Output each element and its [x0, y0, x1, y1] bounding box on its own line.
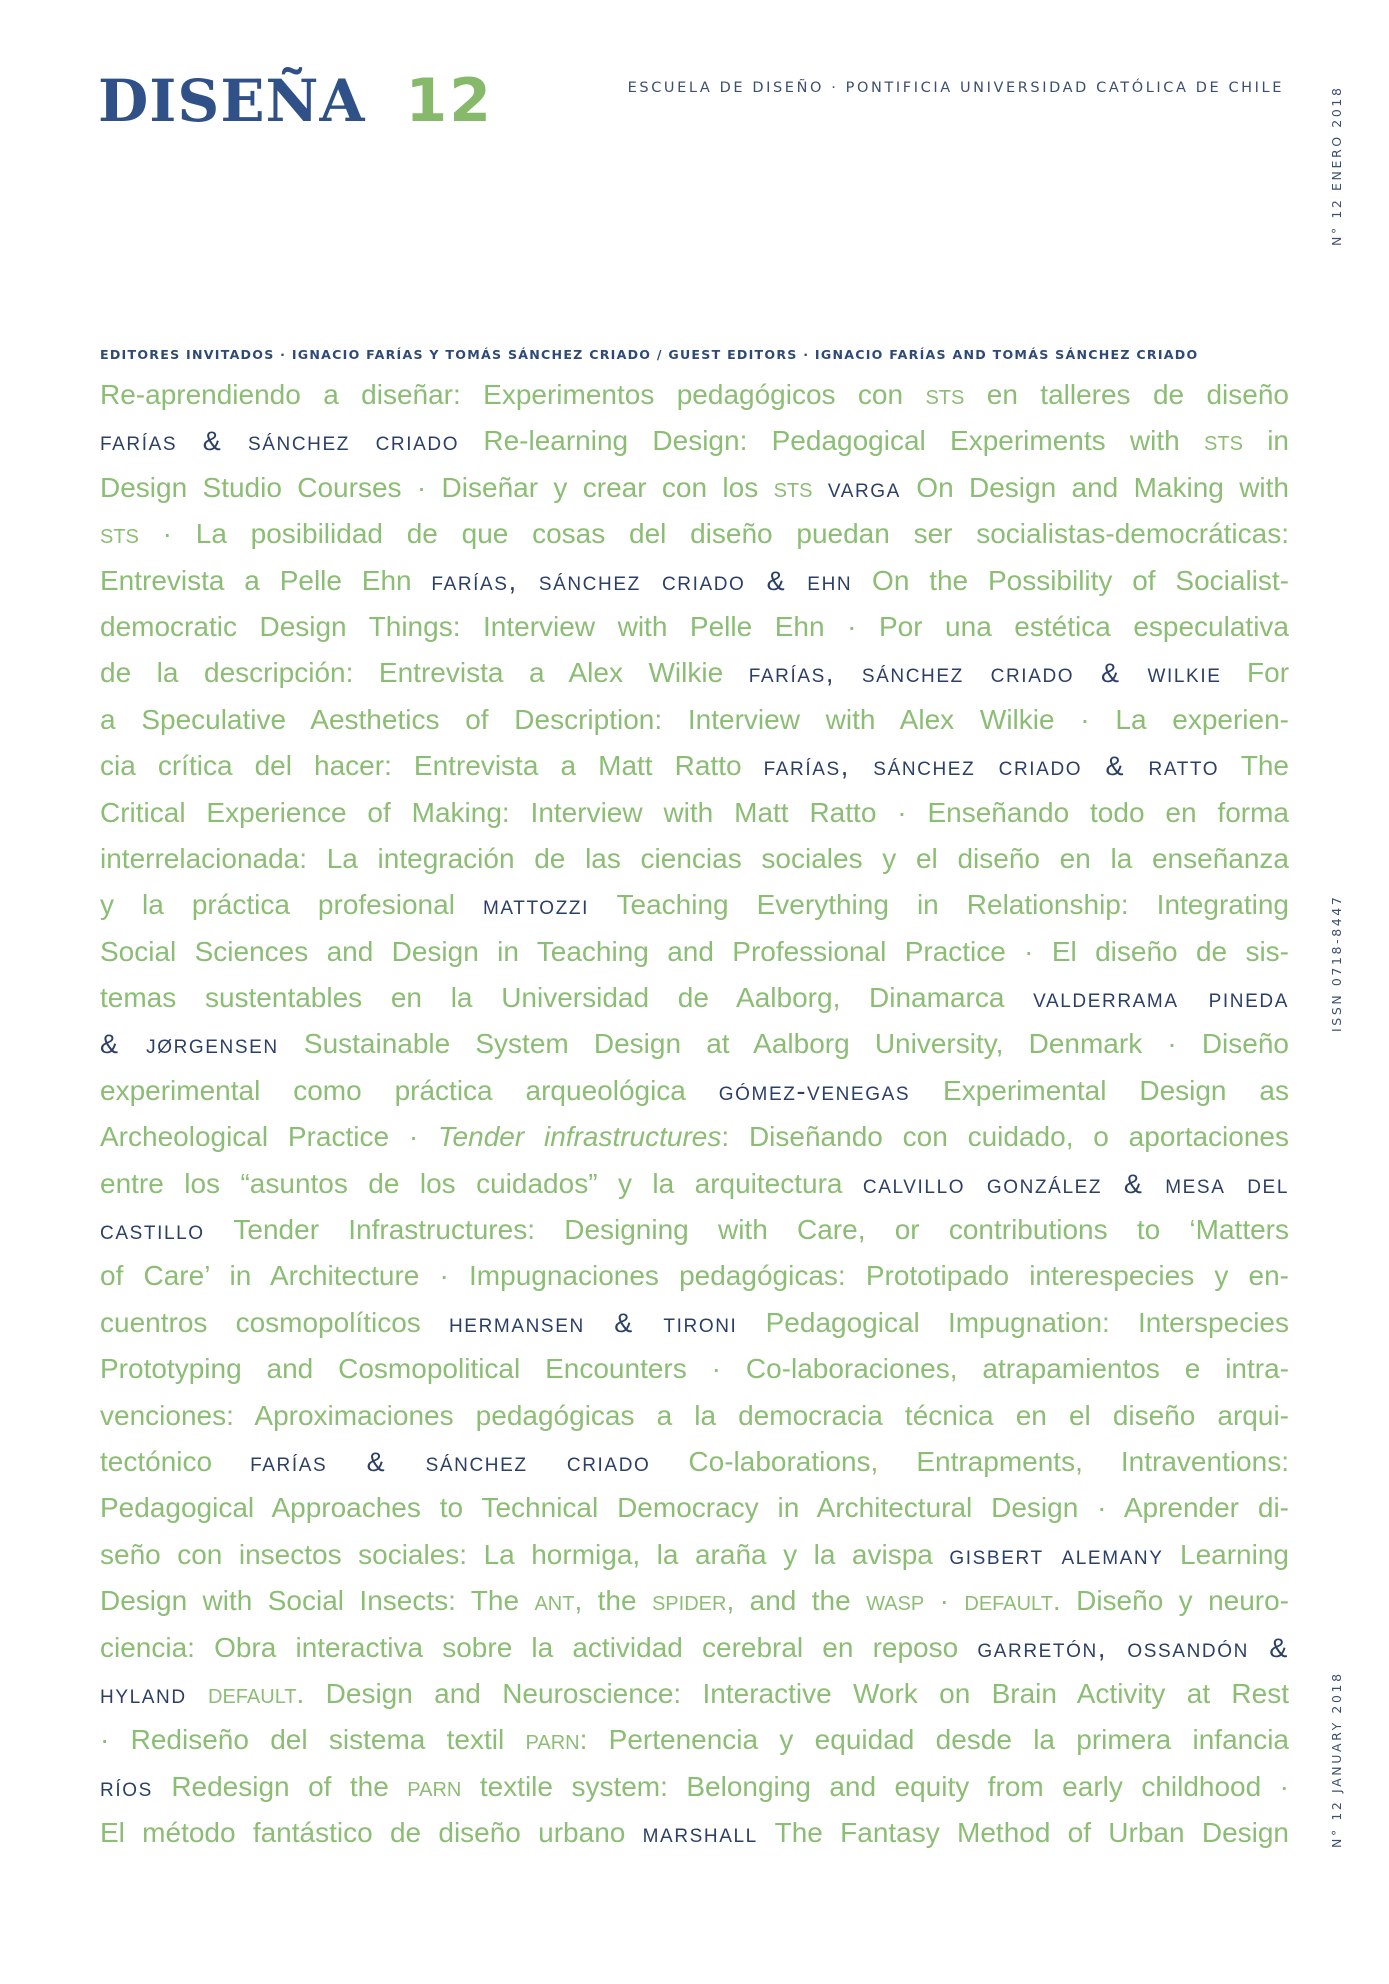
article-title-text: [812, 472, 827, 503]
contents-line: [100, 929, 1289, 975]
article-title-text: The: [1219, 750, 1289, 782]
article-title-text: entre los “asuntos de los cuidados” y la arquitectura: [100, 1167, 863, 1199]
author-name: calvillo gonzález & mesa del: [862, 1168, 1289, 1199]
article-title-text: · Rediseño del sistema textil: [100, 1724, 526, 1756]
article-title-text: temas sustentables en la Universidad de Aalborg, Dinamarca: [100, 982, 1034, 1014]
contents-line: [100, 1207, 1289, 1253]
contents-line: [100, 1161, 1289, 1207]
article-title-text: in: [1242, 425, 1289, 457]
article-title-text: Learning: [1163, 1538, 1289, 1570]
article-title-text: Sustainable System Design at Aalborg University, Denmark · Diseño: [278, 1028, 1289, 1060]
article-title-text: a Speculative Aesthetics of Description: Interview with Alex Wilkie · La experien-: [100, 703, 1289, 735]
masthead: [98, 66, 493, 136]
contents-line: [100, 418, 1289, 464]
author-name: gómez-venegas: [718, 1075, 911, 1106]
article-title-text: venciones: Aproximaciones pedagógicas a la democracia técnica en el diseño arqui-: [100, 1399, 1289, 1431]
article-title-text: [187, 1678, 208, 1709]
contents-line: [100, 975, 1289, 1021]
article-title-text: Experimental Design as: [910, 1074, 1289, 1106]
spine-issn: ISSN 0718-8447: [1329, 894, 1344, 1032]
article-title-text: El método fantástico de diseño urbano: [100, 1817, 643, 1849]
article-title-text: democratic Design Things: Interview with Pelle Ehn · Por una estética especulativa: [100, 610, 1289, 642]
guest-editors-line: EDITORES INVITADOS · IGNACIO FARÍAS Y TOMÁS SÁNCHEZ CRIADO / GUEST EDITORS · IGNACIO FARÍAS AND TOMÁS SÁNCHEZ CRIADO: [100, 347, 1199, 362]
article-title-text: , and the: [726, 1585, 867, 1617]
contents-line: [100, 1717, 1289, 1763]
article-title-text: cia crítica del hacer: Entrevista a Matt Ratto: [100, 750, 764, 782]
italic-title-text: Tender infrastructures: [438, 1121, 722, 1153]
article-title-text: y la práctica profesional: [100, 889, 483, 921]
contents-line: [100, 1300, 1289, 1346]
author-name: & jørgensen: [100, 1029, 279, 1060]
contents-line: [100, 372, 1289, 418]
contents-line: [100, 1346, 1289, 1392]
contents-line: [100, 1810, 1289, 1856]
contents-line: [100, 558, 1289, 604]
article-title-text: Social Sciences and Design in Teaching and Professional Practice · El diseño de sis-: [100, 935, 1289, 967]
article-title-text: Prototyping and Cosmopolitical Encounters · Co-laboraciones, atrapamientos e intra-: [100, 1353, 1289, 1385]
article-title-text: experimental como práctica arqueológica: [100, 1074, 719, 1106]
article-title-text: On Design and Making with: [900, 471, 1289, 503]
article-title-text: The Fantasy Method of Urban Design: [757, 1817, 1290, 1849]
contents-line: [100, 465, 1289, 511]
small-caps-term: sts: [925, 379, 965, 410]
contents-line: [100, 1439, 1289, 1485]
author-name: gisbert alemany: [949, 1539, 1164, 1570]
contents-line: [100, 1532, 1289, 1578]
article-title-text: : Diseñando con cuidado, o aportaciones: [721, 1121, 1289, 1153]
contents-line: [100, 1671, 1289, 1717]
article-title-text: Design Studio Courses · Diseñar y crear con los: [100, 471, 774, 503]
small-caps-term: ant: [534, 1585, 575, 1617]
small-caps-term: default.: [964, 1585, 1061, 1617]
author-name: hyland: [100, 1678, 187, 1709]
small-caps-term: sts: [1204, 425, 1243, 457]
article-title-text: : Pertenencia y equidad desde la primera infancia: [579, 1724, 1289, 1756]
author-name: garretón, ossandón &: [977, 1632, 1289, 1663]
small-caps-term: wasp: [866, 1585, 925, 1617]
journal-logo: DISEÑA: [98, 67, 366, 135]
issue-number: 12: [405, 66, 494, 136]
author-name: mattozzi: [482, 890, 589, 921]
author-name: farías, sánchez criado & ratto: [763, 751, 1220, 782]
contents-line: [100, 1578, 1289, 1624]
table-of-contents: [100, 372, 1289, 1857]
small-caps-term: parn: [407, 1770, 462, 1802]
article-title-text: Design and Neuroscience: Interactive Work on Brain Activity at Rest: [304, 1677, 1289, 1709]
author-name: castillo: [100, 1215, 205, 1246]
article-title-text: Design with Social Insects: The: [100, 1585, 535, 1617]
article-title-text: Re-aprendiendo a diseñar: Experimentos pedagógicos con: [100, 379, 926, 410]
small-caps-term: sts: [773, 471, 813, 503]
contents-line: [100, 1625, 1289, 1671]
contents-line: [100, 1068, 1289, 1114]
article-title-text: Redesign of the: [152, 1770, 408, 1802]
author-name: ríos: [100, 1771, 153, 1802]
author-name: hermansen & tironi: [448, 1307, 738, 1338]
contents-line: [100, 1393, 1289, 1439]
article-title-text: Diseño y neuro-: [1060, 1585, 1290, 1617]
small-caps-term: default.: [208, 1677, 305, 1709]
article-title-text: Tender Infrastructures: Designing with Care, or contributions to ‘Matters: [204, 1214, 1289, 1246]
contents-line: [100, 743, 1289, 789]
article-title-text: Teaching Everything in Relationship: Integrating: [588, 889, 1289, 921]
spine-issue-date-es: N° 12 ENERO 2018: [1329, 85, 1344, 246]
contents-line: [100, 697, 1289, 743]
article-title-text: , the: [574, 1585, 652, 1617]
article-title-text: en talleres de diseño: [964, 379, 1289, 410]
article-title-text: Pedagogical Impugnation: Interspecies: [737, 1306, 1289, 1338]
article-title-text: textile system: Belonging and equity from early childhood ·: [461, 1770, 1289, 1802]
article-title-text: Re-learning Design: Pedagogical Experiments with: [459, 425, 1205, 457]
author-name: farías & sánchez criado: [250, 1446, 651, 1477]
article-title-text: Pedagogical Approaches to Technical Democracy in Architectural Design · Aprender di-: [100, 1492, 1289, 1524]
contents-line: [100, 511, 1289, 557]
article-title-text: interrelacionada: La integración de las ciencias sociales y el diseño en la enseñanza: [100, 842, 1289, 874]
author-name: valderrama pineda: [1033, 983, 1289, 1014]
small-caps-term: parn: [525, 1724, 580, 1756]
article-title-text: seño con insectos sociales: La hormiga, la araña y la avispa: [100, 1538, 950, 1570]
contents-line: [100, 1764, 1289, 1810]
article-title-text: ciencia: Obra interactiva sobre la actividad cerebral en reposo: [100, 1631, 978, 1663]
contents-line: [100, 1114, 1289, 1160]
article-title-text: cuentros cosmopolíticos: [100, 1306, 449, 1338]
article-title-text: ·: [924, 1585, 965, 1617]
article-title-text: On the Possibility of Socialist-: [852, 564, 1289, 596]
article-title-text: For: [1221, 657, 1290, 689]
article-title-text: Critical Experience of Making: Interview with Matt Ratto · Enseñando todo en forma: [100, 796, 1289, 828]
contents-line: [100, 790, 1289, 836]
contents-line: [100, 1485, 1289, 1531]
article-title-text: · La posibilidad de que cosas del diseño puedan ser socialistas-democráticas:: [138, 518, 1289, 550]
article-title-text: Archeological Practice ·: [100, 1121, 439, 1153]
institution-line: ESCUELA DE DISEÑO · PONTIFICIA UNIVERSIDAD CATÓLICA DE CHILE: [627, 80, 1284, 96]
article-title-text: of Care’ in Architecture · Impugnaciones pedagógicas: Prototipado interespecies y en-: [100, 1260, 1289, 1292]
author-name: farías, sánchez criado & ehn: [431, 565, 853, 596]
contents-line: [100, 1253, 1289, 1299]
contents-line: [100, 604, 1289, 650]
article-title-text: Entrevista a Pelle Ehn: [100, 564, 432, 596]
author-name: farías & sánchez criado: [100, 426, 460, 457]
article-title-text: de la descripción: Entrevista a Alex Wilkie: [100, 657, 749, 689]
author-name: marshall: [642, 1818, 758, 1849]
contents-line: [100, 882, 1289, 928]
contents-line: [100, 1021, 1289, 1067]
author-name: farías, sánchez criado & wilkie: [748, 658, 1222, 689]
author-name: varga: [827, 472, 901, 503]
article-title-text: tectónico: [100, 1445, 251, 1477]
article-title-text: Co-laborations, Entrapments, Intraventions:: [650, 1445, 1289, 1477]
small-caps-term: sts: [100, 518, 139, 550]
small-caps-term: spider: [651, 1585, 727, 1617]
contents-line: [100, 650, 1289, 696]
contents-line: [100, 836, 1289, 882]
spine-issue-date-en: N° 12 JANUARY 2018: [1329, 1671, 1344, 1848]
